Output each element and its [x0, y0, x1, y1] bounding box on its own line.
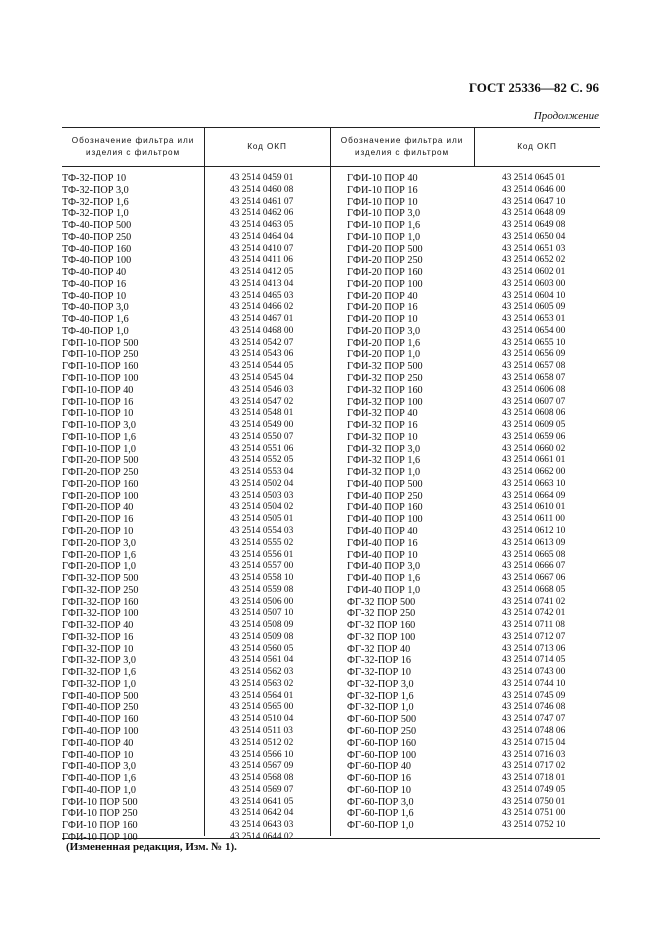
okp-code: 43 2514 0752 10 [502, 820, 566, 831]
filter-designation: ФГ-60-ПОР 3,0 [347, 796, 414, 808]
header-filter-designation-left: Обозначение фильтра или изделия с фильтром [71, 136, 195, 157]
okp-code-table [62, 127, 600, 843]
filter-designation: ГФП-40-ПОР 1,6 [62, 773, 136, 785]
filter-designation: ГФИ-32 ПОР 250 [347, 373, 423, 385]
okp-code: 43 2514 0667 06 [502, 573, 566, 584]
filter-designation: ГФП-32-ПОР 100 [62, 608, 139, 620]
filter-designation: ГФП-10-ПОР 16 [62, 396, 134, 408]
okp-code: 43 2514 0553 04 [230, 467, 294, 478]
okp-code: 43 2514 0544 05 [230, 361, 294, 372]
filter-designation: ГФП-20-ПОР 250 [62, 467, 139, 479]
filter-designation: ГФП-10-ПОР 1,6 [62, 431, 136, 443]
filter-designation: ГФП-10-ПОР 100 [62, 373, 139, 385]
filter-designation: ГФП-32-ПОР 500 [62, 573, 139, 585]
filter-designation: ГФП-20-ПОР 160 [62, 478, 139, 490]
okp-code: 43 2514 0459 01 [230, 173, 294, 183]
filter-designation: ГФП-20-ПОР 16 [62, 514, 134, 526]
okp-code: 43 2514 0643 03 [230, 820, 294, 831]
filter-designation: ГФП-40-ПОР 3,0 [62, 761, 136, 773]
filter-designation: ГФП-32-ПОР 10 [62, 643, 134, 655]
filter-designation: ГФИ-32 ПОР 16 [347, 420, 418, 432]
okp-code: 43 2514 0652 02 [502, 255, 566, 266]
filter-designation: ГФИ-20 ПОР 10 [347, 314, 418, 326]
okp-code: 43 2514 0412 05 [230, 267, 294, 278]
okp-code: 43 2514 0606 08 [502, 384, 566, 395]
okp-code: 43 2514 0569 07 [230, 784, 294, 795]
filter-designation: ТФ-40-ПОР 250 [62, 231, 132, 243]
okp-code: 43 2514 0603 00 [502, 278, 566, 289]
filter-designation: ФГ-60-ПОР 16 [347, 773, 412, 785]
okp-code: 43 2514 0543 06 [230, 349, 294, 360]
filter-designation: ГФП-32-ПОР 160 [62, 596, 139, 608]
filter-designation: ГФИ-40 ПОР 100 [347, 514, 423, 526]
okp-code: 43 2514 0557 00 [230, 561, 294, 572]
filter-designation: ГФИ-40 ПОР 40 [347, 525, 418, 537]
filter-designation: ТФ-40-ПОР 100 [62, 255, 132, 267]
okp-code: 43 2514 0552 05 [230, 455, 294, 466]
okp-code: 43 2514 0565 00 [230, 702, 294, 713]
okp-code: 43 2514 0713 06 [502, 643, 566, 654]
filter-designation: ГФИ-40 ПОР 250 [347, 490, 423, 502]
okp-code: 43 2514 0648 09 [502, 208, 566, 219]
okp-code: 43 2514 0612 10 [502, 525, 566, 536]
okp-code: 43 2514 0655 10 [502, 337, 566, 348]
okp-code: 43 2514 0549 00 [230, 420, 294, 431]
okp-code: 43 2514 0751 00 [502, 808, 566, 819]
filter-designation: ГФП-10-ПОР 500 [62, 337, 139, 349]
filter-designation: ТФ-40-ПОР 3,0 [62, 302, 129, 314]
filter-designation: ФГ-32 ПОР 100 [347, 631, 416, 643]
filter-designation: ТФ-40-ПОР 40 [62, 267, 127, 279]
filter-designation: ФГ-32-ПОР 3,0 [347, 678, 414, 690]
filter-designation: ФГ-32 ПОР 40 [347, 643, 411, 655]
filter-designation: ГФИ-40 ПОР 500 [347, 478, 423, 490]
okp-code: 43 2514 0605 09 [502, 302, 566, 313]
okp-code: 43 2514 0651 03 [502, 243, 566, 254]
okp-code: 43 2514 0547 02 [230, 396, 294, 407]
filter-designation: ТФ-40-ПОР 1,6 [62, 314, 129, 326]
filter-designation: ГФИ-32 ПОР 100 [347, 396, 423, 408]
filter-designation: ГФП-10-ПОР 3,0 [62, 420, 136, 432]
okp-code: 43 2514 0461 07 [230, 196, 294, 207]
filter-designation: ГФП-20-ПОР 10 [62, 525, 134, 537]
okp-code: 43 2514 0556 01 [230, 549, 294, 560]
okp-code: 43 2514 0662 00 [502, 467, 566, 478]
filter-designation: ГФИ-20 ПОР 40 [347, 290, 418, 302]
okp-code: 43 2514 0609 05 [502, 420, 566, 431]
filter-designation: ГФП-40-ПОР 250 [62, 702, 139, 714]
filter-designation: ФГ-60-ПОР 160 [347, 737, 417, 749]
filter-designation: ГФП-10-ПОР 250 [62, 349, 139, 361]
filter-designation: ГФИ-40 ПОР 160 [347, 502, 423, 514]
filter-designation: ГФП-32-ПОР 3,0 [62, 655, 136, 667]
okp-code: 43 2514 0545 04 [230, 373, 294, 384]
filter-designation: ГФИ-40 ПОР 3,0 [347, 561, 421, 573]
filter-designation: ГФИ-10 ПОР 1,0 [347, 231, 421, 243]
okp-code: 43 2514 0717 02 [502, 761, 566, 772]
okp-code: 43 2514 0642 04 [230, 808, 294, 819]
page-header: ГОСТ 25336—82 С. 96 [468, 80, 599, 95]
okp-code: 43 2514 0658 07 [502, 373, 566, 384]
filter-designation: ТФ-32-ПОР 1,0 [62, 208, 129, 220]
okp-code: 43 2514 0463 05 [230, 220, 294, 231]
okp-code: 43 2514 0413 04 [230, 278, 294, 289]
filter-designation: ГФП-10-ПОР 40 [62, 384, 134, 396]
okp-code: 43 2514 0542 07 [230, 337, 294, 348]
table-header-row [62, 128, 600, 167]
column-divider [204, 128, 205, 836]
okp-code: 43 2514 0715 04 [502, 737, 566, 748]
filter-designation: ФГ-32 ПОР 500 [347, 596, 416, 608]
filter-designation: ГФИ-10 ПОР 10 [347, 196, 418, 208]
filter-designation: ГФП-10-ПОР 10 [62, 408, 134, 420]
filter-designation: ГФИ-20 ПОР 100 [347, 278, 423, 290]
okp-code: 43 2514 0460 08 [230, 184, 294, 195]
filter-designation: ГФИ-32 ПОР 10 [347, 431, 418, 443]
okp-code: 43 2514 0604 10 [502, 290, 566, 301]
filter-designation: ГФИ-32 ПОР 3,0 [347, 443, 421, 455]
okp-code: 43 2514 0509 08 [230, 631, 294, 642]
footnote: (Измененная редакция, Изм. № 1). [66, 841, 237, 853]
okp-code: 43 2514 0561 04 [230, 655, 294, 666]
filter-designation: ГФП-10-ПОР 1,0 [62, 443, 136, 455]
okp-code: 43 2514 0503 03 [230, 490, 294, 501]
filter-designation: ГФИ-20 ПОР 16 [347, 302, 418, 314]
okp-code: 43 2514 0510 04 [230, 714, 294, 725]
filter-designation: ГФП-20-ПОР 1,6 [62, 549, 136, 561]
okp-code: 43 2514 0512 02 [230, 737, 294, 748]
okp-code: 43 2514 0566 10 [230, 749, 294, 760]
okp-code: 43 2514 0607 07 [502, 396, 566, 407]
okp-code: 43 2514 0410 07 [230, 243, 294, 254]
filter-designation: ФГ-60-ПОР 100 [347, 749, 417, 761]
filter-designation: ГФИ-10 ПОР 3,0 [347, 208, 421, 220]
okp-code: 43 2514 0718 01 [502, 773, 566, 784]
filter-designation: ФГ-32-ПОР 16 [347, 655, 412, 667]
filter-designation: ГФИ-32 ПОР 500 [347, 361, 423, 373]
filter-designation: ГФП-32-ПОР 1,0 [62, 678, 136, 690]
okp-code: 43 2514 0562 03 [230, 667, 294, 678]
okp-code: 43 2514 0744 10 [502, 678, 566, 689]
okp-code: 43 2514 0641 05 [230, 796, 294, 807]
filter-designation: ГФИ-10 ПОР 16 [347, 184, 418, 196]
okp-code: 43 2514 0462 06 [230, 208, 294, 219]
filter-designation: ТФ-40-ПОР 16 [62, 278, 127, 290]
okp-code: 43 2514 0664 09 [502, 490, 566, 501]
okp-code: 43 2514 0647 10 [502, 196, 566, 207]
filter-designation: ТФ-40-ПОР 500 [62, 220, 132, 232]
filter-designation: ГФИ-20 ПОР 500 [347, 243, 423, 255]
filter-designation: ГФИ-10 ПОР 1,6 [347, 220, 421, 232]
okp-code: 43 2514 0657 08 [502, 361, 566, 372]
okp-code: 43 2514 0464 04 [230, 231, 294, 242]
okp-code: 43 2514 0511 03 [230, 725, 293, 736]
filter-designation: ФГ-32-ПОР 10 [347, 667, 412, 679]
okp-code: 43 2514 0468 00 [230, 325, 294, 336]
filter-designation: ГФИ-32 ПОР 160 [347, 384, 423, 396]
filter-designation: ГФП-32-ПОР 16 [62, 631, 134, 643]
okp-code: 43 2514 0548 01 [230, 408, 294, 419]
okp-code: 43 2514 0712 07 [502, 631, 566, 642]
okp-code: 43 2514 0743 00 [502, 667, 566, 678]
filter-designation: ФГ-60-ПОР 40 [347, 761, 412, 773]
filter-designation: ГФИ-32 ПОР 1,0 [347, 467, 421, 479]
okp-code: 43 2514 0506 00 [230, 596, 294, 607]
okp-code: 43 2514 0559 08 [230, 584, 294, 595]
okp-code: 43 2514 0747 07 [502, 714, 566, 725]
okp-code: 43 2514 0411 06 [230, 255, 293, 266]
filter-designation: ГФИ-20 ПОР 250 [347, 255, 423, 267]
okp-code: 43 2514 0608 06 [502, 408, 566, 419]
filter-designation: ГФИ-20 ПОР 160 [347, 267, 423, 279]
okp-code: 43 2514 0741 02 [502, 596, 566, 607]
filter-designation: ГФП-32-ПОР 40 [62, 620, 134, 632]
filter-designation: ГФИ-40 ПОР 16 [347, 537, 418, 549]
filter-designation: ГФИ-20 ПОР 1,6 [347, 337, 421, 349]
okp-code: 43 2514 0602 01 [502, 267, 566, 278]
filter-designation: ГФП-20-ПОР 100 [62, 490, 139, 502]
filter-designation: ГФП-40-ПОР 10 [62, 749, 134, 761]
okp-code: 43 2514 0668 05 [502, 584, 566, 595]
filter-designation: ГФП-20-ПОР 3,0 [62, 537, 136, 549]
okp-code: 43 2514 0611 00 [502, 514, 565, 525]
okp-code: 43 2514 0745 09 [502, 690, 566, 701]
left-designations-column [62, 173, 138, 844]
okp-code: 43 2514 0650 04 [502, 231, 566, 242]
okp-code: 43 2514 0610 01 [502, 502, 566, 513]
okp-code: 43 2514 0563 02 [230, 678, 294, 689]
okp-code: 43 2514 0665 08 [502, 549, 566, 560]
okp-code: 43 2514 0649 08 [502, 220, 566, 231]
column-divider [474, 128, 475, 166]
filter-designation: ФГ-32 ПОР 160 [347, 620, 416, 632]
okp-code: 43 2514 0644 02 [230, 831, 294, 842]
right-codes-column [502, 173, 565, 832]
okp-code: 43 2514 0645 01 [502, 173, 566, 183]
okp-code: 43 2514 0550 07 [230, 431, 294, 442]
okp-code: 43 2514 0749 05 [502, 784, 566, 795]
filter-designation: ГФП-40-ПОР 100 [62, 725, 139, 737]
filter-designation: ФГ-60-ПОР 1,0 [347, 820, 414, 832]
filter-designation: ГФП-40-ПОР 160 [62, 714, 139, 726]
filter-designation: ТФ-40-ПОР 10 [62, 290, 127, 302]
filter-designation: ГФИ-40 ПОР 1,6 [347, 573, 421, 585]
filter-designation: ГФП-32-ПОР 1,6 [62, 667, 136, 679]
left-codes-column [230, 173, 293, 844]
filter-designation: ГФИ-40 ПОР 1,0 [347, 584, 421, 596]
filter-designation: ГФП-32-ПОР 250 [62, 584, 139, 596]
filter-designation: ГФИ-10 ПОР 40 [347, 173, 418, 184]
header-filter-designation-right: Обозначение фильтра или изделия с фильтром [340, 136, 464, 157]
filter-designation: ГФИ-20 ПОР 3,0 [347, 325, 421, 337]
filter-designation: ГФИ-40 ПОР 10 [347, 549, 418, 561]
filter-designation: ФГ-60-ПОР 10 [347, 784, 412, 796]
okp-code: 43 2514 0564 01 [230, 690, 294, 701]
filter-designation: ТФ-32-ПОР 10 [62, 173, 127, 184]
okp-code: 43 2514 0653 01 [502, 314, 566, 325]
filter-designation: ФГ-60-ПОР 1,6 [347, 808, 414, 820]
okp-code: 43 2514 0659 06 [502, 431, 566, 442]
okp-code: 43 2514 0505 01 [230, 514, 294, 525]
filter-designation: ГФП-20-ПОР 500 [62, 455, 139, 467]
okp-code: 43 2514 0654 00 [502, 325, 566, 336]
filter-designation: ТФ-32-ПОР 3,0 [62, 184, 129, 196]
okp-code: 43 2514 0546 03 [230, 384, 294, 395]
filter-designation: ГФИ-10 ПОР 500 [62, 796, 138, 808]
okp-code: 43 2514 0656 09 [502, 349, 566, 360]
okp-code: 43 2514 0502 04 [230, 478, 294, 489]
okp-code: 43 2514 0560 05 [230, 643, 294, 654]
right-designations-column [347, 173, 423, 832]
okp-code: 43 2514 0663 10 [502, 478, 566, 489]
okp-code: 43 2514 0742 01 [502, 608, 566, 619]
okp-code: 43 2514 0467 01 [230, 314, 294, 325]
column-divider [330, 128, 331, 836]
filter-designation: ФГ-60-ПОР 500 [347, 714, 417, 726]
okp-code: 43 2514 0666 07 [502, 561, 566, 572]
filter-designation: ГФП-40-ПОР 40 [62, 737, 134, 749]
okp-code: 43 2514 0558 10 [230, 573, 294, 584]
okp-code: 43 2514 0716 03 [502, 749, 566, 760]
okp-code: 43 2514 0746 08 [502, 702, 566, 713]
okp-code: 43 2514 0661 01 [502, 455, 566, 466]
okp-code: 43 2514 0711 08 [502, 620, 565, 631]
continuation-label: Продолжение [533, 110, 599, 122]
filter-designation: ФГ-32-ПОР 1,0 [347, 702, 414, 714]
okp-code: 43 2514 0714 05 [502, 655, 566, 666]
okp-code: 43 2514 0551 06 [230, 443, 294, 454]
filter-designation: ГФИ-10 ПОР 160 [62, 820, 138, 832]
filter-designation: ГФП-20-ПОР 40 [62, 502, 134, 514]
filter-designation: ГФИ-20 ПОР 1,0 [347, 349, 421, 361]
okp-code: 43 2514 0508 09 [230, 620, 294, 631]
filter-designation: ГФИ-10 ПОР 250 [62, 808, 138, 820]
filter-designation: ГФП-40-ПОР 500 [62, 690, 139, 702]
filter-designation: ГФП-10-ПОР 160 [62, 361, 139, 373]
filter-designation: ГФИ-32 ПОР 1,6 [347, 455, 421, 467]
okp-code: 43 2514 0466 02 [230, 302, 294, 313]
okp-code: 43 2514 0465 03 [230, 290, 294, 301]
filter-designation: ГФП-40-ПОР 1,0 [62, 784, 136, 796]
okp-code: 43 2514 0568 08 [230, 773, 294, 784]
filter-designation: ГФП-20-ПОР 1,0 [62, 561, 136, 573]
filter-designation: ГФИ-10 ПОР 100 [62, 831, 138, 843]
header-okp-code-right: Код ОКП [517, 142, 557, 151]
okp-code: 43 2514 0748 06 [502, 725, 566, 736]
filter-designation: ГФИ-32 ПОР 40 [347, 408, 418, 420]
filter-designation: ФГ-32-ПОР 1,6 [347, 690, 414, 702]
okp-code: 43 2514 0660 02 [502, 443, 566, 454]
okp-code: 43 2514 0567 09 [230, 761, 294, 772]
okp-code: 43 2514 0613 09 [502, 537, 566, 548]
okp-code: 43 2514 0555 02 [230, 537, 294, 548]
filter-designation: ТФ-40-ПОР 1,0 [62, 325, 129, 337]
filter-designation: ТФ-40-ПОР 160 [62, 243, 132, 255]
okp-code: 43 2514 0646 00 [502, 184, 566, 195]
filter-designation: ТФ-32-ПОР 1,6 [62, 196, 129, 208]
okp-code: 43 2514 0750 01 [502, 796, 566, 807]
header-okp-code-left: Код ОКП [247, 142, 287, 151]
filter-designation: ФГ-32 ПОР 250 [347, 608, 416, 620]
filter-designation: ФГ-60-ПОР 250 [347, 725, 417, 737]
okp-code: 43 2514 0504 02 [230, 502, 294, 513]
okp-code: 43 2514 0507 10 [230, 608, 294, 619]
okp-code: 43 2514 0554 03 [230, 525, 294, 536]
